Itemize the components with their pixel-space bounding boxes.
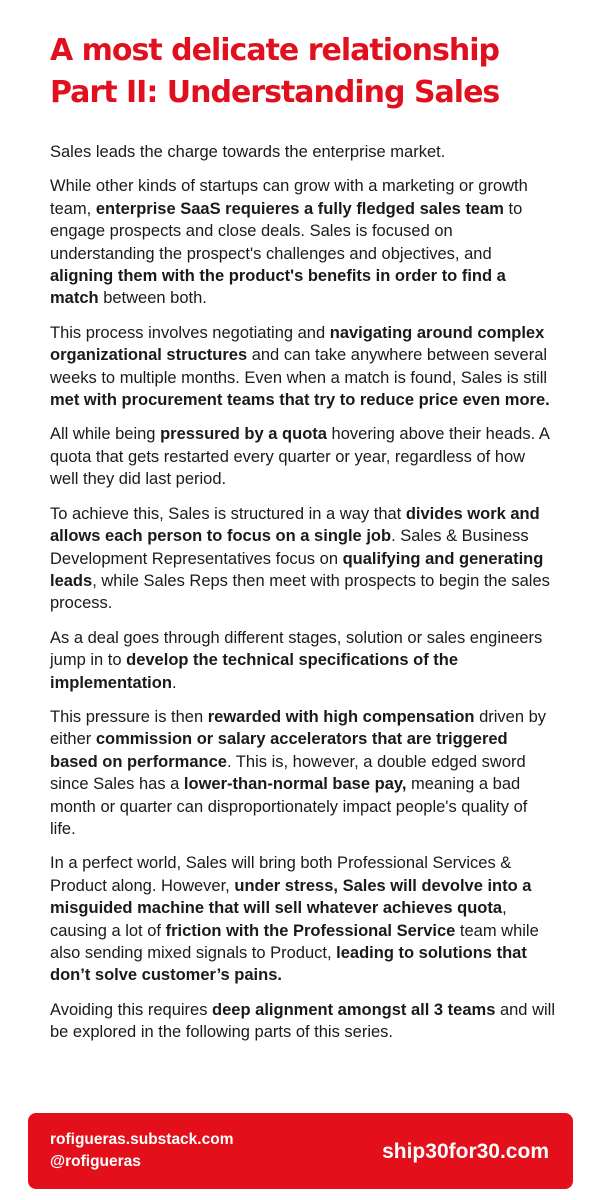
emphasis-text: divides work and allows each person to focus on a single job: [50, 504, 540, 546]
paragraph-3: [50, 322, 556, 412]
paragraph-5: [50, 503, 556, 615]
body-text: meaning a bad month or quarter can disproportionately impact people's quality of life.: [50, 775, 528, 838]
emphasis-text: rewarded with high compensation: [207, 707, 475, 726]
footer-banner: [28, 1113, 573, 1189]
body-text: All while being: [50, 425, 161, 444]
body-text: team while also sending mixed signals to Product,: [50, 921, 539, 962]
emphasis-text: enterprise SaaS requieres a fully fledged sales team: [95, 199, 504, 218]
body-text: While other kinds of startups can grow with a marketing or growth team,: [50, 177, 528, 218]
emphasis-text: aligning them with the product's benefits in order to find a match: [50, 267, 506, 308]
emphasis-text: leading to solutions that don’t solve customer’s pains.: [50, 944, 527, 985]
paragraph-9: [50, 999, 556, 1044]
body-text: .: [171, 673, 177, 692]
title-line-1: A most delicate relationship: [50, 33, 499, 68]
paragraph-2: [50, 175, 556, 309]
body-text: This pressure is then: [50, 707, 208, 726]
emphasis-text: qualifying and generating leads: [50, 549, 544, 590]
body-text: to engage prospects and close deals. Sales is focused on understanding the prospect's challenges and objectives, and: [50, 199, 523, 263]
emphasis-text: commission or salary accelerators that are triggered based on performance: [50, 730, 508, 771]
body-text: hovering above their heads. A quota that gets restarted every quarter or year, regardless of how well they did last period.: [50, 425, 549, 489]
body-text: and can take anywhere between several weeks to multiple months. Even when a match is found, Sales is still: [50, 346, 548, 387]
body-text: . Sales & Business Development Representatives focus on: [50, 527, 529, 568]
body-text: As a deal goes through different stages, solution or sales engineers jump in to: [50, 628, 543, 670]
ship30-link[interactable]: ship30for30.com: [382, 1140, 549, 1163]
body-text: , while Sales Reps then meet with prospects to begin the sales process.: [50, 571, 550, 613]
article-body: [50, 141, 556, 1056]
body-text: and will be explored in the following parts of this series.: [50, 1000, 555, 1042]
body-text: between both.: [98, 289, 207, 308]
paragraph-8: [50, 852, 556, 986]
body-text: , causing a lot of: [50, 899, 507, 940]
body-text: Avoiding this requires: [50, 1000, 213, 1019]
page-title: [50, 30, 570, 114]
emphasis-text: navigating around complex organizational structures: [50, 323, 545, 365]
body-text: . This is, however, a double edged sword since Sales has a: [50, 752, 526, 794]
paragraph-4: [50, 423, 556, 490]
emphasis-text: develop the technical specifications of the implementation: [50, 651, 459, 692]
emphasis-text: lower-than-normal base pay,: [183, 775, 407, 794]
paragraph-7: [50, 706, 556, 840]
title-line-2: Part II: Understanding Sales: [50, 75, 500, 110]
emphasis-text: met with procurement teams that try to reduce price even more.: [50, 391, 550, 410]
body-text: driven by either: [50, 707, 547, 749]
body-text: Sales leads the charge towards the enterprise market.: [50, 143, 446, 161]
emphasis-text: under stress, Sales will devolve into a misguided machine that will sell whatever achieves quota: [50, 876, 532, 918]
substack-link[interactable]: rofigueras.substack.com: [50, 1131, 234, 1148]
body-text: To achieve this, Sales is structured in a way that: [50, 504, 406, 523]
body-text: In a perfect world, Sales will bring both Professional Services & Product along. However,: [50, 854, 512, 895]
footer-author: [50, 1129, 233, 1173]
body-text: This process involves negotiating and: [50, 323, 330, 342]
emphasis-text: friction with the Professional Service: [165, 921, 456, 940]
paragraph-6: [50, 627, 556, 694]
paragraph-1: [50, 141, 556, 163]
twitter-handle[interactable]: @rofigueras: [50, 1153, 141, 1170]
emphasis-text: pressured by a quota: [160, 425, 327, 444]
emphasis-text: deep alignment amongst all 3 teams: [212, 1000, 496, 1019]
